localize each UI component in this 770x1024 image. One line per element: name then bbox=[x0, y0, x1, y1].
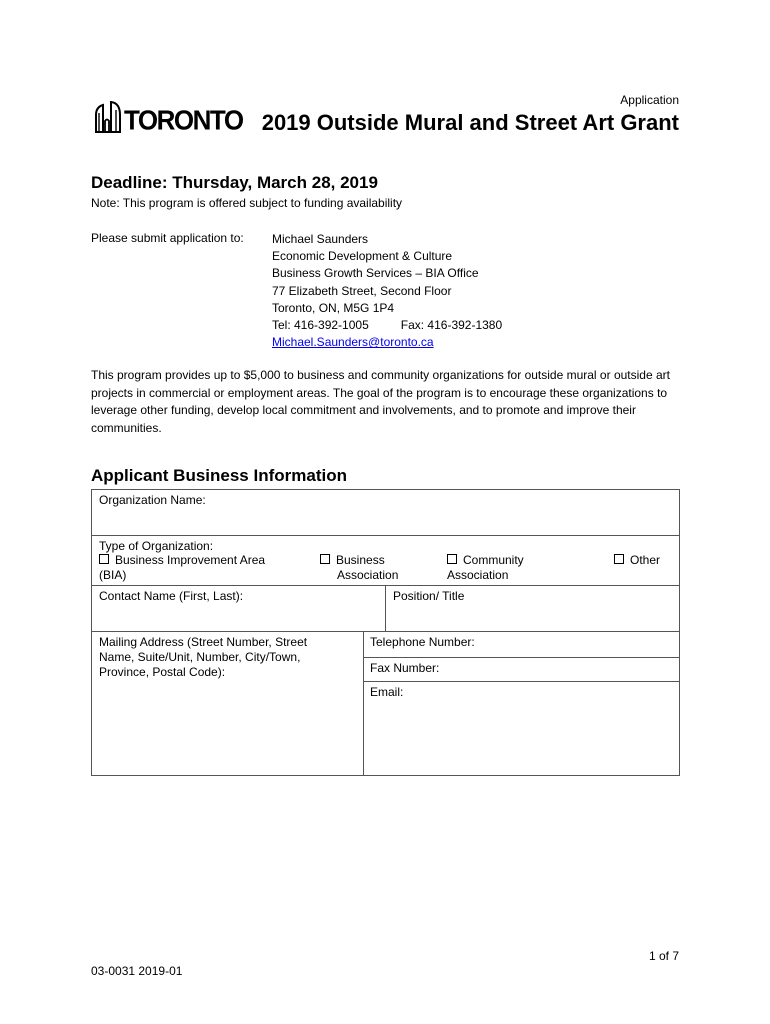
submit-address bbox=[272, 231, 502, 351]
contact-name-label: Contact Name (First, Last): bbox=[99, 589, 244, 603]
address-row bbox=[92, 632, 679, 775]
toronto-logo bbox=[95, 101, 243, 137]
logo-wordmark: TORONTO bbox=[124, 103, 243, 137]
contact-tel: Tel: 416-392-1005 bbox=[272, 318, 369, 333]
form-code: 03-0031 2019-01 bbox=[91, 964, 183, 978]
business-association-label: Business bbox=[336, 553, 385, 567]
contact-street: 77 Elizabeth Street, Second Floor bbox=[272, 283, 452, 298]
mailing-address-label bbox=[99, 635, 307, 680]
city-hall-icon bbox=[95, 101, 121, 133]
mailing-address-line-2: Name, Suite/Unit, Number, City/Town, bbox=[99, 650, 301, 664]
contact-name: Michael Saunders bbox=[272, 232, 369, 246]
section-title: Applicant Business Information bbox=[91, 466, 347, 485]
position-label: Position/ Title bbox=[393, 589, 465, 603]
address-divider bbox=[363, 632, 364, 775]
other-label: Other bbox=[630, 553, 661, 567]
community-association-label-2: Association bbox=[447, 568, 509, 582]
contact-row bbox=[92, 586, 679, 632]
org-type-row bbox=[92, 536, 679, 586]
contact-dept: Economic Development & Culture bbox=[272, 249, 453, 264]
bia-label-2: (BIA) bbox=[99, 568, 127, 582]
telephone-label: Telephone Number: bbox=[370, 635, 475, 649]
applicant-form bbox=[91, 489, 680, 776]
option-business-association[interactable] bbox=[320, 553, 398, 583]
community-association-label: Community bbox=[463, 553, 524, 567]
bia-checkbox[interactable] bbox=[99, 554, 109, 564]
contact-city: Toronto, ON, M5G 1P4 bbox=[272, 300, 395, 315]
program-description: This program provides up to $5,000 to business and community organizations for outside mural or outside art projects in commercial or employment areas. The goal of the program is to encourage these organizations to leverage other funding, develop local commitment and involvements, and to promote and improve their communities. bbox=[91, 368, 670, 435]
page-title: 2019 Outside Mural and Street Art Grant bbox=[261, 110, 679, 135]
fax-divider bbox=[363, 681, 679, 682]
bia-label: Business Improvement Area bbox=[115, 553, 266, 567]
org-type-label: Type of Organization: bbox=[99, 539, 214, 553]
page-number: 1 of 7 bbox=[648, 949, 679, 963]
email-label: Email: bbox=[370, 685, 404, 699]
fax-label: Fax Number: bbox=[370, 661, 440, 675]
option-bia[interactable] bbox=[99, 553, 265, 583]
contact-divider bbox=[385, 586, 386, 631]
business-association-checkbox[interactable] bbox=[320, 554, 330, 564]
community-association-checkbox[interactable] bbox=[447, 554, 457, 564]
contact-email-link[interactable]: Michael.Saunders@toronto.ca bbox=[272, 335, 434, 350]
contact-office: Business Growth Services – BIA Office bbox=[272, 266, 479, 281]
submit-label: Please submit application to: bbox=[91, 231, 244, 245]
other-checkbox[interactable] bbox=[614, 554, 624, 564]
org-name-label: Organization Name: bbox=[99, 493, 206, 507]
org-name-row[interactable] bbox=[92, 490, 679, 536]
business-association-label-2: Association bbox=[337, 568, 399, 582]
mailing-address-line-3: Province, Postal Code): bbox=[99, 665, 226, 679]
option-community-association[interactable] bbox=[447, 553, 524, 583]
contact-phone-fax bbox=[272, 317, 502, 334]
header-label: Application bbox=[620, 93, 679, 107]
funding-note: Note: This program is offered subject to funding availability bbox=[91, 196, 403, 210]
option-other[interactable] bbox=[614, 553, 660, 568]
telephone-divider bbox=[363, 657, 679, 658]
mailing-address-line-1: Mailing Address (Street Number, Street bbox=[99, 635, 308, 649]
deadline: Deadline: Thursday, March 28, 2019 bbox=[91, 173, 378, 192]
contact-fax: Fax: 416-392-1380 bbox=[400, 318, 503, 333]
